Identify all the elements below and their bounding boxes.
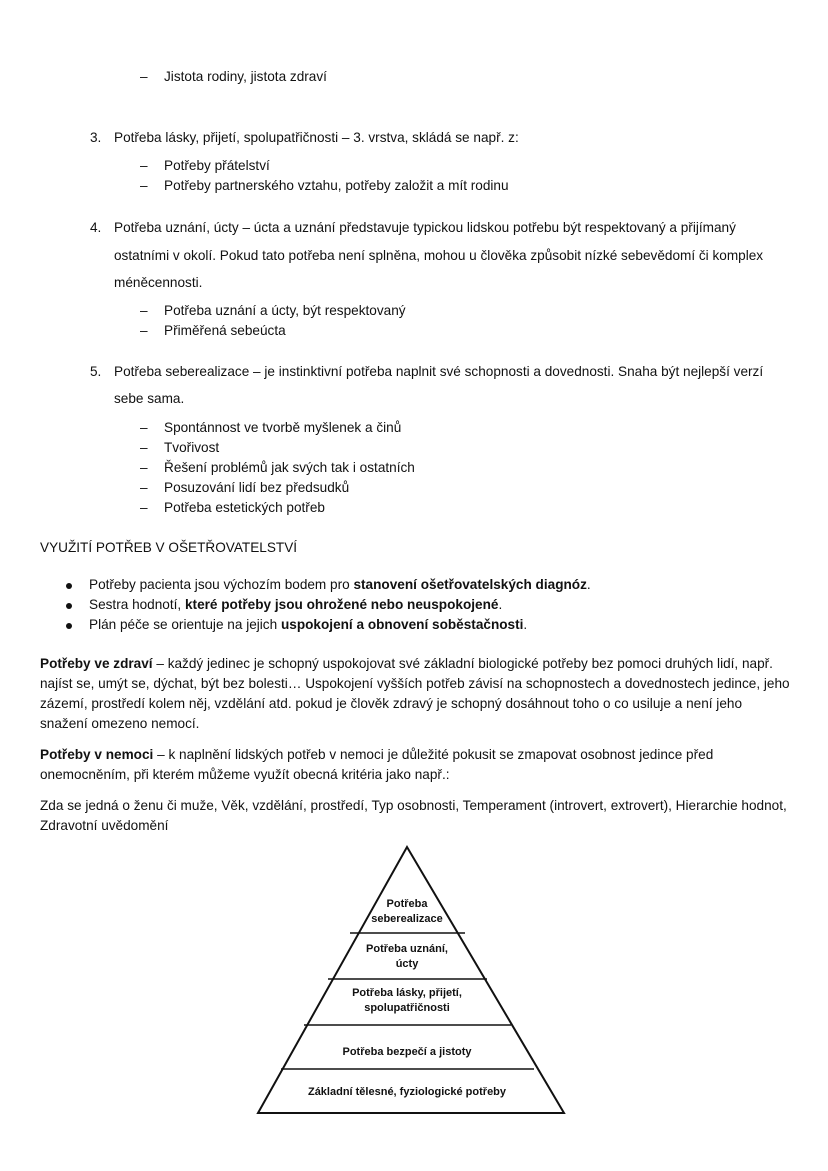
list-item: Jistota rodiny, jistota zdraví (164, 69, 327, 84)
criteria-paragraph: Zda se jedná o ženu či muže, Věk, vzdělání, prostředí, Typ osobnosti, Temperament (introvert, extrovert), Hierarchie hodnot, Zdravotní uvědomění (40, 798, 787, 833)
list-item: Potřeby partnerského vztahu, potřeby založit a mít rodinu (164, 178, 509, 193)
list-number: 5. (90, 364, 102, 379)
list-item: Tvořivost (164, 440, 220, 455)
pyramid-level-4-line1: Potřeba uznání, (366, 943, 448, 955)
illness-paragraph: Potřeby v nemoci – k naplnění lidských potřeb v nemoci je důležité pokusit se zmapovat osobnost jedince před onemocněním, při kterém můžeme využít obecná kritéria jako např.: (40, 747, 714, 782)
section-heading: VYUŽITÍ POTŘEB V OŠETŘOVATELSTVÍ (40, 540, 298, 555)
pyramid-level-5-line1: Potřeba (386, 898, 428, 910)
pyramid-level-2: Potřeba bezpečí a jistoty (342, 1046, 472, 1058)
list-dash: – (140, 420, 148, 435)
list-dash: – (140, 303, 148, 318)
need-5-line: Potřeba seberealizace – je instinktivní potřeba naplnit své schopnosti a dovednosti. Snaha být nejlepší verzí (114, 364, 764, 379)
need-5-line: sebe sama. (114, 391, 185, 406)
list-item: Přiměřená sebeúcta (164, 323, 286, 338)
pyramid-level-3-line1: Potřeba lásky, přijetí, (352, 987, 462, 999)
list-item: Potřeby přátelství (164, 158, 270, 173)
list-dash: – (140, 158, 148, 173)
list-number: 3. (90, 130, 102, 145)
list-item: Potřeba estetických potřeb (164, 500, 325, 515)
list-dash: – (140, 480, 148, 495)
list-dash: – (140, 460, 148, 475)
need-4-line: méněcennosti. (114, 275, 203, 290)
list-dash: – (140, 440, 148, 455)
list-item: Řešení problémů jak svých tak i ostatních (164, 460, 415, 475)
bullet-item: Plán péče se orientuje na jejich uspokojení a obnovení soběstačnosti. (89, 617, 528, 632)
need-4-line: Potřeba uznání, úcty – úcta a uznání představuje typickou lidskou potřebu být respektovaný a přijímaný (114, 220, 736, 235)
bullet-icon (66, 623, 72, 629)
list-dash: – (140, 500, 148, 515)
needs-pyramid (255, 843, 570, 1118)
pyramid-level-3-line2: spolupatřičnosti (364, 1002, 450, 1014)
pyramid-outline (258, 847, 564, 1113)
list-dash: – (140, 69, 148, 84)
need-4-line: ostatními v okolí. Pokud tato potřeba není splněna, mohou u člověka způsobit nízké sebevědomí či komplex (114, 248, 764, 263)
bullet-item: Sestra hodnotí, které potřeby jsou ohrožené nebo neuspokojené. (89, 597, 503, 612)
list-item: Potřeba uznání a úcty, být respektovaný (164, 303, 406, 318)
list-dash: – (140, 323, 148, 338)
bullet-icon (66, 583, 72, 589)
list-item: Posuzování lidí bez předsudků (164, 480, 350, 495)
health-paragraph: Potřeby ve zdraví – každý jedinec je schopný uspokojovat své základní biologické potřeby bez pomoci druhých lidí, např. najíst se, umýt se, dýchat, být bez bolesti… Uspokojení vyšších potřeb závisí na schopnostech a dovednostech jedince, jeho zázemí, prostředí kolem něj, vzdělání atd. pokud je člověk zdravý je schopný dosáhnout toho o co usiluje a není jeho snažení omezeno nemocí. (40, 656, 790, 731)
pyramid-level-4-line2: úcty (395, 958, 419, 970)
list-dash: – (140, 178, 148, 193)
bullet-icon (66, 603, 72, 609)
bullet-item: Potřeby pacienta jsou výchozím bodem pro stanovení ošetřovatelských diagnóz. (89, 577, 591, 592)
list-item: Spontánnost ve tvorbě myšlenek a činů (164, 420, 402, 435)
need-3-title: Potřeba lásky, přijetí, spolupatřičnosti – 3. vrstva, skládá se např. z: (114, 130, 519, 145)
pyramid-level-5-line2: seberealizace (371, 913, 443, 925)
pyramid-level-1: Základní tělesné, fyziologické potřeby (307, 1086, 507, 1098)
list-number: 4. (90, 220, 102, 235)
